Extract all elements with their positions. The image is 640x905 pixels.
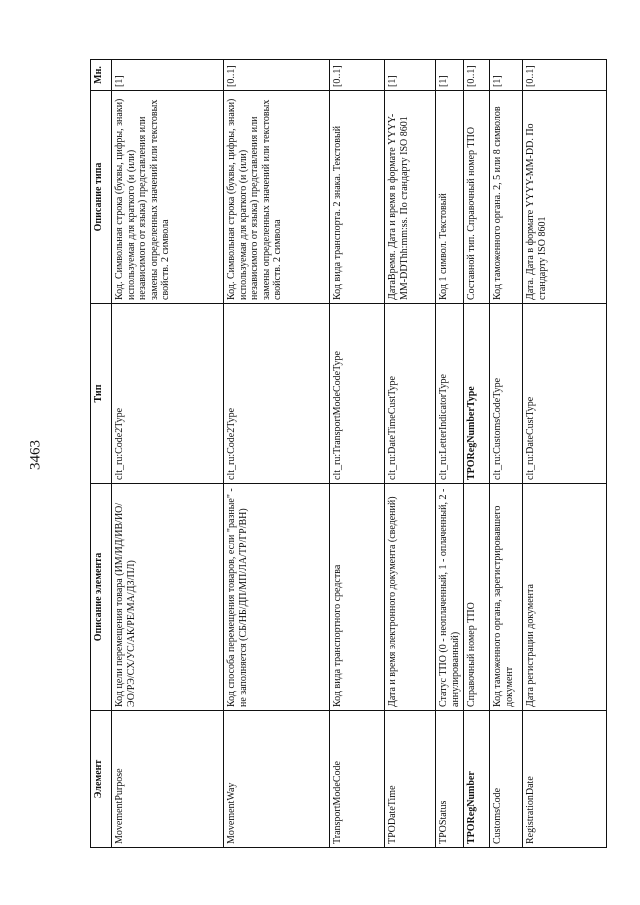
table-row bbox=[330, 60, 385, 848]
cell-multiplicity: [0..1] bbox=[224, 60, 330, 91]
cell-element: CustomsCode bbox=[490, 711, 523, 848]
cell-multiplicity: [1] bbox=[490, 60, 523, 91]
cell-type: clt_ru:CustomsCodeType bbox=[490, 304, 523, 484]
cell-element: TPOStatus bbox=[436, 711, 464, 848]
cell-element: TPORegNumber bbox=[464, 711, 490, 848]
cell-type: clt_ru:LetterIndicatorType bbox=[436, 304, 464, 484]
table-wrapper bbox=[90, 60, 548, 848]
cell-type-description: ДатаВремя. Дата и время в формате YYYY-MM-DDThh:mm:ss. По стандарту ISO 8601 bbox=[385, 91, 436, 304]
cell-type-description: Код вида транспорта. 2 знака. Текстовый bbox=[330, 91, 385, 304]
cell-type: TPORegNumberType bbox=[464, 304, 490, 484]
cell-multiplicity: [0..1] bbox=[464, 60, 490, 91]
cell-multiplicity: [0..1] bbox=[330, 60, 385, 91]
cell-description: Код вида транспортного средства bbox=[330, 484, 385, 711]
table-row bbox=[464, 60, 490, 848]
cell-multiplicity: [1] bbox=[436, 60, 464, 91]
cell-element: MovementWay bbox=[224, 711, 330, 848]
cell-element: TransportModeCode bbox=[330, 711, 385, 848]
header-type-description: Описание типа bbox=[91, 91, 112, 304]
table-row bbox=[490, 60, 523, 848]
cell-description: Код цели перемещения товара (ИМ/ИД/ИВ/ИО/ЭО/РЭ/СХ/УС/АК/РЕ/МА/ДЗ/ПЛ) bbox=[112, 484, 224, 711]
cell-element: TPODateTime bbox=[385, 711, 436, 848]
cell-description: Код способа перемещения товаров, если "разные" - не заполняется (СБ/НБ/ДП/МП/ЛА/ТР/ГР/ВН) bbox=[224, 484, 330, 711]
elements-table bbox=[90, 59, 607, 848]
header-description: Описание элемента bbox=[91, 484, 112, 711]
header-type: Тип bbox=[91, 304, 112, 484]
cell-type: clt_ru:TransportModeCodeType bbox=[330, 304, 385, 484]
cell-description: Код таможенного органа, зарегистрировавшего документ bbox=[490, 484, 523, 711]
table-row bbox=[224, 60, 330, 848]
cell-type-description: Составной тип. Справочный номер ТПО bbox=[464, 91, 490, 304]
page-number: 3463 bbox=[27, 440, 44, 470]
header-multiplicity: Мн. bbox=[91, 60, 112, 91]
rotated-table-container bbox=[90, 60, 548, 848]
cell-element: MovementPurpose bbox=[112, 711, 224, 848]
table-row bbox=[112, 60, 224, 848]
cell-description: Дата и время электронного документа (сведений) bbox=[385, 484, 436, 711]
cell-multiplicity: [0..1] bbox=[523, 60, 607, 91]
cell-description: Статус ТПО (0 - неоплаченный, 1 - оплаченный, 2 - аннулированный) bbox=[436, 484, 464, 711]
cell-multiplicity: [1] bbox=[385, 60, 436, 91]
table-row bbox=[385, 60, 436, 848]
cell-type: clt_ru:Code2Type bbox=[224, 304, 330, 484]
cell-type-description: Дата. Дата в формате YYYY-MM-DD. По стандарту ISO 8601 bbox=[523, 91, 607, 304]
cell-multiplicity: [1] bbox=[112, 60, 224, 91]
cell-element: RegistrationDate bbox=[523, 711, 607, 848]
header-element: Элемент bbox=[91, 711, 112, 848]
cell-type: clt_ru:DateTimeCustType bbox=[385, 304, 436, 484]
cell-type-description: Код 1 символ. Текстовый bbox=[436, 91, 464, 304]
table-row bbox=[436, 60, 464, 848]
table-row bbox=[523, 60, 607, 848]
header-row bbox=[91, 60, 112, 848]
cell-description: Дата регистрации документа bbox=[523, 484, 607, 711]
cell-type: clt_ru:Code2Type bbox=[112, 304, 224, 484]
cell-description: Справочный номер ТПО bbox=[464, 484, 490, 711]
cell-type-description: Код. Символьная строка (буквы, цифры, знаки) используемая для краткого (и (или) независимого от языка) представления или замены определенных значений или текстовых свойств. 2 символа bbox=[112, 91, 224, 304]
cell-type-description: Код таможенного органа. 2, 5 или 8 символов bbox=[490, 91, 523, 304]
cell-type-description: Код. Символьная строка (буквы, цифры, знаки) используемая для краткого (и (или) независимого от языка) представления или замены определенных значений или текстовых свойств. 2 символа bbox=[224, 91, 330, 304]
cell-type: clt_ru:DateCustType bbox=[523, 304, 607, 484]
